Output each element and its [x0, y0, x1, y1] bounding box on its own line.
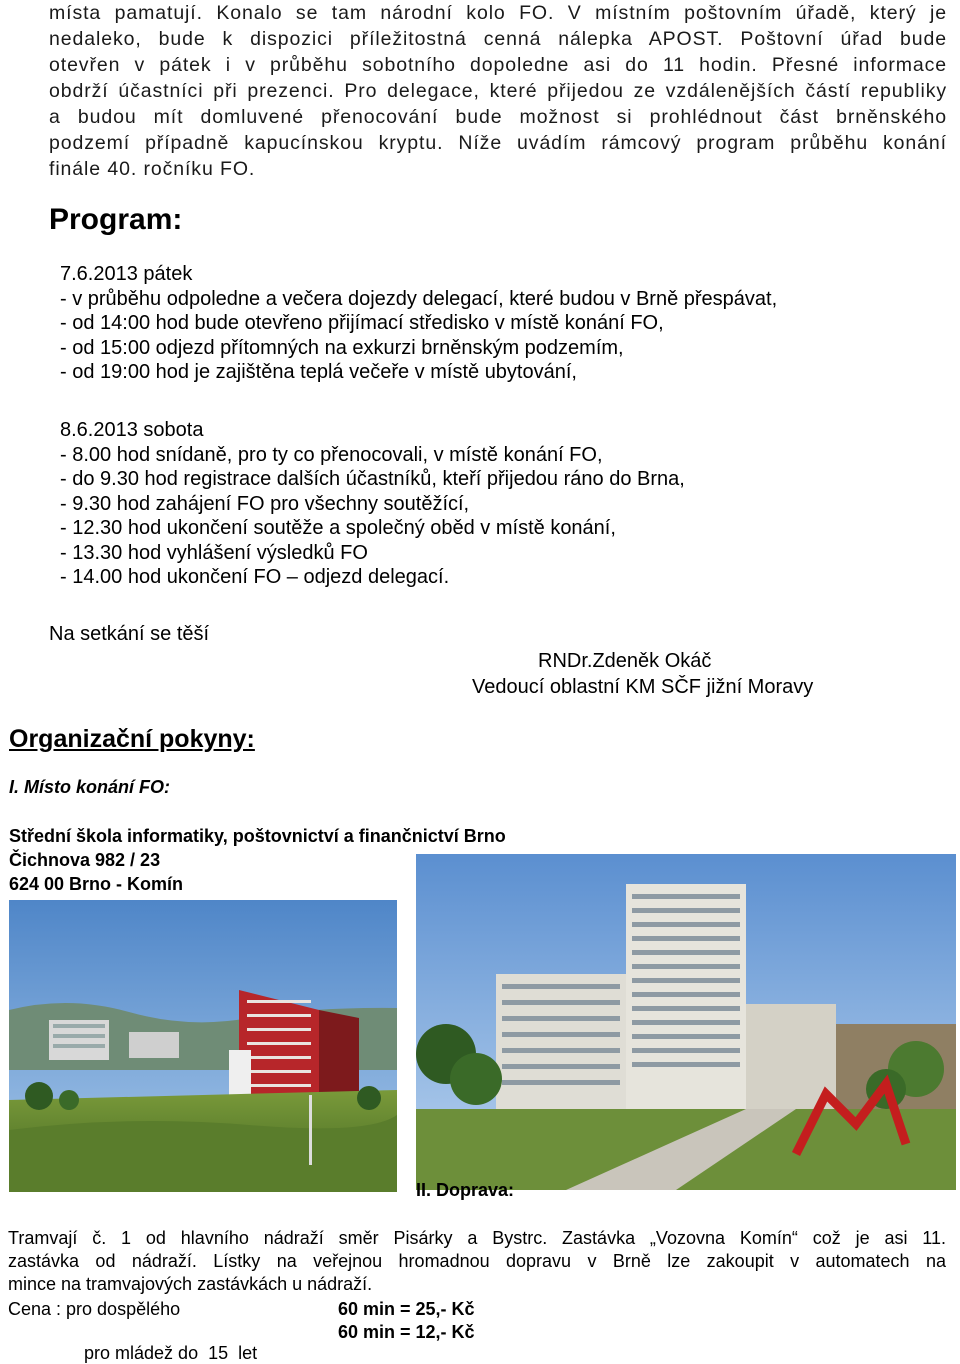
school-photo-left	[9, 900, 397, 1192]
program-item: - v průběhu odpoledne a večera dojezdy delegací, které budou v Brně přespávat,	[60, 287, 778, 310]
closing-text: Na setkání se těší	[49, 623, 210, 645]
intro-line: obdrží účastníci při prezenci. Pro delegace, které přijedou ze vzdálenějších částí republiky	[49, 80, 947, 102]
price-row-youth	[74, 1322, 257, 1364]
transport-line: Tramvají č. 1 od hlavního nádraží směr Pisárky a Bystrc. Zastávka „Vozovna Komín“ což je asi 11.	[8, 1228, 946, 1248]
program-day2-date: 8.6.2013 sobota	[60, 419, 204, 441]
transport-heading: II. Doprava:	[416, 1180, 515, 1200]
transport-line: mince na tramvajových zastávkách u nádraží.	[8, 1274, 373, 1294]
transport-paragraph	[8, 1227, 946, 1296]
intro-paragraph	[49, 0, 947, 182]
price-value-youth	[338, 1322, 475, 1343]
program-item: - 8.00 hod snídaně, pro ty co přenocovali, v místě konání FO,	[60, 443, 603, 466]
venue-city: 624 00 Brno - Komín	[9, 874, 184, 894]
price-label: pro mládež do 15 let	[84, 1343, 258, 1363]
program-heading: Program:	[49, 203, 183, 236]
program-day2	[60, 418, 685, 590]
transport-line: zastávka od nádraží. Lístky na veřejnou hromadnou dopravu v Brně lze zakoupit v automatech na	[8, 1251, 946, 1271]
school-photo-right	[416, 854, 956, 1190]
intro-line: a budou mít domluvené přenocování bude možnost si prohlédnout část brněnského	[49, 106, 947, 128]
price-label: Cena : pro dospělého	[8, 1299, 181, 1319]
intro-line: podzemí případně kapucínskou kryptu. Níže uvádím rámcový program průběhu konání	[49, 132, 947, 154]
price-value-adult	[338, 1299, 475, 1320]
intro-line: finále 40. ročníku FO.	[49, 158, 256, 180]
program-item: - od 14:00 hod bude otevřeno přijímací středisko v místě konání FO,	[60, 312, 664, 334]
program-day1-date: 7.6.2013 pátek	[60, 263, 193, 285]
program-item: - 12.30 hod ukončení soutěže a společný oběd v místě konání,	[60, 517, 616, 539]
program-item: - od 19:00 hod je zajištěna teplá večeře v místě ubytování,	[60, 361, 577, 383]
price-value: 60 min = 12,- Kč	[338, 1322, 475, 1342]
program-item: - 9.30 hod zahájení FO pro všechny soutěžící,	[60, 492, 470, 515]
program-item: - 14.00 hod ukončení FO – odjezd delegací.	[60, 566, 450, 588]
signature-role: Vedoucí oblastní KM SČF jižní Moravy	[472, 676, 814, 698]
price-row-adult	[8, 1299, 180, 1320]
intro-line: otevřen v pátek i v průběhu sobotního dopoledne asi do 11 hodin. Přesné informace	[49, 54, 947, 76]
intro-line: místa pamatují. Konalo se tam národní kolo FO. V místním poštovním úřadě, který je	[49, 2, 947, 24]
venue-name: Střední škola informatiky, poštovnictví a finančnictví Brno	[9, 826, 506, 846]
program-item: - 13.30 hod vyhlášení výsledků FO	[60, 541, 368, 564]
program-day1	[60, 262, 777, 385]
intro-line: nedaleko, bude k dispozici příležitostná cenná nálepka APOST. Poštovní úřad bude	[49, 28, 947, 50]
school-photo-left-image	[9, 900, 397, 1192]
program-item: - od 15:00 odjezd přítomných na exkurzi brněnským podzemím,	[60, 336, 624, 359]
org-heading: Organizační pokyny:	[9, 725, 255, 753]
school-photo-right-image	[416, 854, 956, 1190]
price-value: 60 min = 25,- Kč	[338, 1299, 475, 1319]
program-item: - do 9.30 hod registrace dalších účastníků, kteří přijedou ráno do Brna,	[60, 468, 685, 490]
signature-name: RNDr.Zdeněk Okáč	[538, 650, 712, 672]
place-heading: I. Místo konání FO:	[9, 777, 170, 797]
venue-street: Čichnova 982 / 23	[9, 850, 161, 870]
